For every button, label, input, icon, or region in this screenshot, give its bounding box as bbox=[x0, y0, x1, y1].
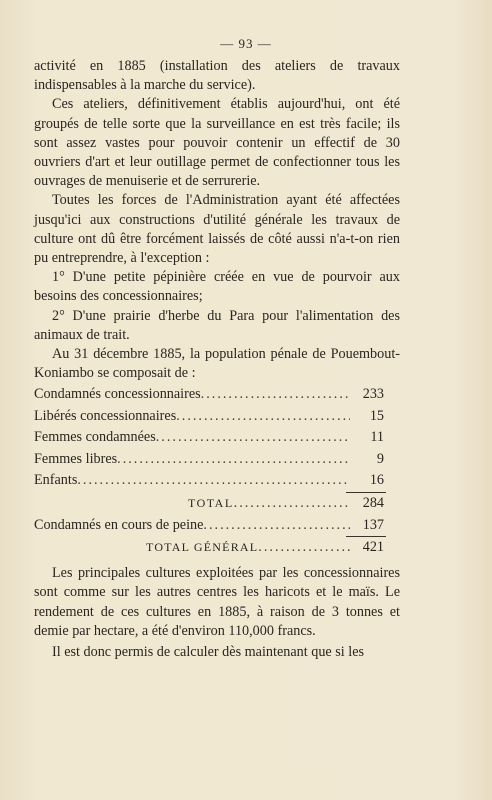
leader-dots bbox=[234, 493, 350, 515]
leader-dots bbox=[201, 384, 350, 406]
leader-dots bbox=[117, 449, 350, 471]
row-value: 16 bbox=[369, 472, 384, 489]
paragraph-workshops: Ces ateliers, définitivement établis aujourd'hui, ont été groupés de telle sorte que la surveillance en est très facile; ils sont assez vastes pour pouvoir contenir un effectif de 30 ouvriers d'art et leur outillage permet de confectionner tous les ouvrages de menuiserie et de serrurerie. bbox=[34, 96, 400, 190]
total-label: TOTAL bbox=[188, 495, 234, 510]
row-label: Enfants bbox=[34, 472, 78, 489]
page-number: — 93 — bbox=[220, 36, 272, 51]
total-row bbox=[34, 493, 384, 515]
paragraph-item-2: 2° D'une prairie d'herbe du Para pour l'alimentation des animaux de trait. bbox=[34, 307, 400, 343]
table-row bbox=[34, 406, 384, 428]
paragraph-conclusion: Il est donc permis de calculer dès maintenant que si les bbox=[52, 643, 365, 660]
row-value: 233 bbox=[362, 386, 384, 402]
leader-dots bbox=[156, 427, 350, 449]
grand-total-label: TOTAL GÉNÉRAL bbox=[146, 540, 259, 555]
table-row bbox=[34, 384, 384, 406]
body-text-bottom bbox=[34, 564, 400, 662]
leader-dots bbox=[77, 470, 350, 492]
row-value: 15 bbox=[369, 407, 384, 424]
row-value: 9 bbox=[376, 450, 384, 467]
row-label: Femmes libres bbox=[34, 450, 118, 467]
paragraph-population: Au 31 décembre 1885, la population pénale de Pouembout-Koniambo se composait de : bbox=[34, 346, 400, 382]
row-value: 11 bbox=[370, 429, 384, 446]
paragraph-administration: Toutes les forces de l'Administration ayant été affectées jusqu'ici aux constructions d'utilité générale les travaux de culture ont dû être forcément laissés de côté aussi n'a-t-on rien pu entreprendre, à l'exception : bbox=[34, 192, 400, 267]
leader-dots bbox=[203, 515, 350, 537]
total-value: 284 bbox=[362, 494, 384, 511]
leader-dots bbox=[176, 406, 350, 428]
grand-total-row bbox=[34, 537, 384, 559]
paragraph-item-1: 1° D'une petite pépinière créée en vue de pourvoir aux besoins des concessionnaires; bbox=[34, 269, 400, 305]
paragraph-cultures: Les principales cultures exploitées par les concessionnaires sont comme sur les autres centres les haricots et le maïs. Le rendement de ces cultures en 1885, à raison de 3 tonnes et demie par hectare, a été d'environ 110,000 francs. bbox=[34, 565, 400, 640]
table-row bbox=[34, 427, 384, 449]
body-text-top bbox=[34, 57, 400, 383]
row-value: 137 bbox=[362, 516, 384, 533]
row-label: Femmes condamnées bbox=[34, 429, 156, 446]
table-row bbox=[34, 515, 384, 537]
table-row bbox=[34, 449, 384, 471]
row-label: Condamnés en cours de peine bbox=[34, 516, 204, 533]
row-label: Libérés concessionnaires bbox=[34, 407, 177, 424]
table-row bbox=[34, 470, 384, 492]
leader-dots bbox=[258, 537, 350, 559]
row-label: Condamnés concessionnaires bbox=[34, 386, 201, 402]
grand-total-value: 421 bbox=[362, 539, 384, 556]
population-table bbox=[34, 384, 384, 559]
paragraph-continuation: activité en 1885 (installation des ateliers de travaux indispensables à la marche du service). bbox=[34, 58, 400, 94]
